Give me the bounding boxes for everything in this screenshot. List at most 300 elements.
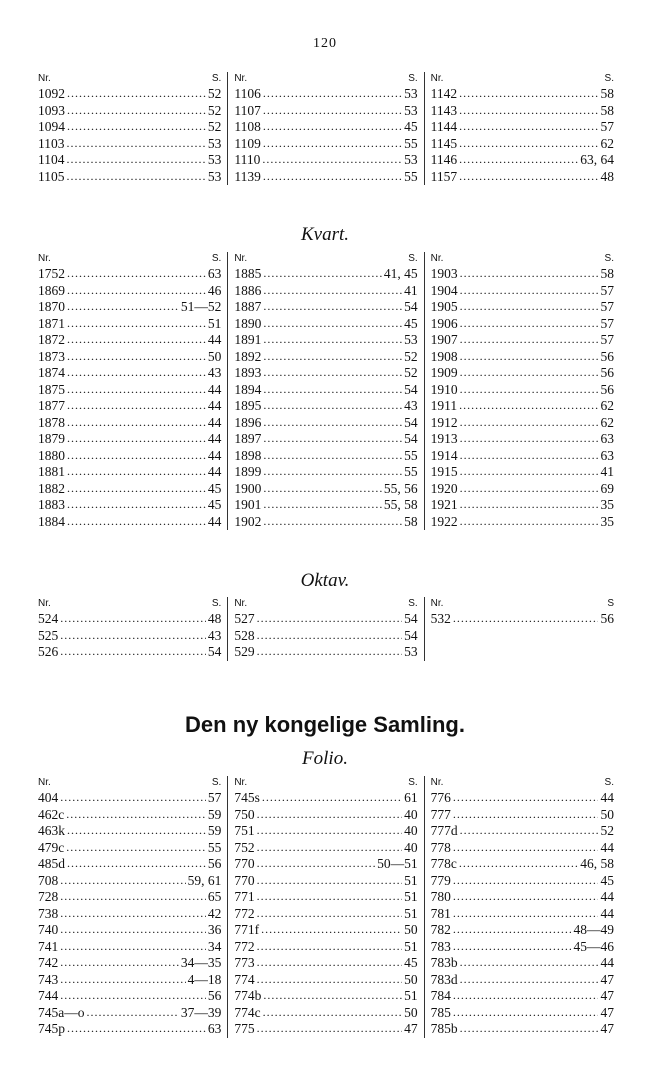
index-entry xyxy=(431,481,614,498)
dot-leader xyxy=(453,889,599,906)
entry-number: 775 xyxy=(234,1021,255,1036)
index-entry xyxy=(234,464,417,481)
index-entry xyxy=(431,514,614,531)
entry-page: 53 xyxy=(207,152,222,167)
dot-leader xyxy=(67,481,206,498)
dot-leader xyxy=(262,152,402,169)
index-column xyxy=(424,252,614,530)
dot-leader xyxy=(67,152,206,169)
index-column xyxy=(424,776,614,1038)
dot-leader xyxy=(67,856,206,873)
entry-page: 53 xyxy=(404,332,418,347)
entry-number: 528 xyxy=(234,627,255,643)
entry-page: 58 xyxy=(600,266,614,281)
index-entry xyxy=(38,464,221,481)
header-nr: Nr. xyxy=(430,598,444,609)
dot-leader xyxy=(460,316,599,333)
entry-page: 40 xyxy=(404,806,418,822)
index-entry xyxy=(38,86,221,103)
entry-number: 1905 xyxy=(430,299,458,314)
entry-number: 1880 xyxy=(38,447,65,463)
column-header xyxy=(38,597,221,611)
dot-leader xyxy=(263,365,402,382)
index-entry xyxy=(234,415,417,432)
index-entry xyxy=(38,316,221,333)
dot-leader xyxy=(263,988,402,1005)
dot-leader xyxy=(453,939,572,956)
dot-leader xyxy=(60,955,179,972)
entry-number: 1899 xyxy=(234,464,262,479)
entry-number: 782 xyxy=(430,922,451,937)
entry-number: 529 xyxy=(234,644,255,659)
entry-page: 54 xyxy=(404,627,418,643)
entry-page: 52 xyxy=(404,348,418,364)
entry-page: 43 xyxy=(207,365,222,380)
entry-page: 51—52 xyxy=(180,299,222,314)
entry-number: 1912 xyxy=(430,414,458,430)
entry-number: 1104 xyxy=(38,152,65,167)
dot-leader xyxy=(263,169,402,186)
entry-number: 1871 xyxy=(38,315,65,331)
entry-number: 785 xyxy=(430,1004,451,1020)
header-s: S. xyxy=(604,253,614,264)
entry-number: 1911 xyxy=(430,398,458,413)
entry-number: 751 xyxy=(234,823,255,838)
index-entry xyxy=(234,856,417,873)
index-entry xyxy=(38,988,221,1005)
entry-number: 743 xyxy=(38,971,59,987)
entry-page: 51 xyxy=(404,872,418,888)
dot-leader xyxy=(261,922,402,939)
index-entry xyxy=(234,349,417,366)
entry-page: 55, 56 xyxy=(383,480,418,496)
entry-number: 777 xyxy=(430,806,451,822)
index-entry xyxy=(38,481,221,498)
kvart-index-table xyxy=(38,252,614,530)
entry-number: 741 xyxy=(38,938,59,954)
entry-number: 1915 xyxy=(430,464,458,479)
entry-page: 46 xyxy=(207,282,222,298)
entry-number: 1921 xyxy=(430,497,458,512)
dot-leader xyxy=(460,415,599,432)
entry-page: 44 xyxy=(600,790,614,805)
index-entry xyxy=(234,266,417,283)
entry-number: 1094 xyxy=(38,119,65,134)
dot-leader xyxy=(60,988,206,1005)
index-entry xyxy=(431,152,614,169)
dot-leader xyxy=(460,972,599,989)
entry-page: 51 xyxy=(207,315,222,331)
entry-number: 1903 xyxy=(430,266,458,281)
index-entry xyxy=(431,448,614,465)
index-entry xyxy=(431,955,614,972)
dot-leader xyxy=(257,644,403,661)
entry-number: 1884 xyxy=(38,513,65,529)
dot-leader xyxy=(460,332,599,349)
entry-number: 1891 xyxy=(234,332,262,347)
entry-number: 776 xyxy=(430,790,451,805)
index-entry xyxy=(234,644,417,661)
index-entry xyxy=(234,316,417,333)
header-nr: Nr. xyxy=(430,253,444,264)
column-header xyxy=(431,252,614,266)
dot-leader xyxy=(453,840,599,857)
index-entry xyxy=(431,922,614,939)
entry-number: 771 xyxy=(234,889,255,904)
entry-number: 479c xyxy=(38,839,65,855)
entry-page: 54 xyxy=(207,644,222,659)
index-entry xyxy=(234,152,417,169)
dot-leader xyxy=(67,332,206,349)
dot-leader xyxy=(460,266,599,283)
entry-page: 44 xyxy=(600,905,614,921)
header-nr: Nr. xyxy=(234,777,248,788)
entry-page: 44 xyxy=(207,447,222,463)
dot-leader xyxy=(60,611,206,628)
entry-page: 34 xyxy=(207,938,222,954)
collection-heading: Den ny kongelige Samling. xyxy=(185,712,465,737)
index-entry xyxy=(38,497,221,514)
entry-number: 1092 xyxy=(38,86,65,101)
index-entry xyxy=(431,939,614,956)
entry-number: 525 xyxy=(38,627,59,643)
dot-leader xyxy=(67,431,206,448)
index-entry xyxy=(38,382,221,399)
entry-number: 1904 xyxy=(430,282,458,298)
dot-leader xyxy=(257,972,403,989)
entry-page: 62 xyxy=(600,414,614,430)
entry-number: 526 xyxy=(38,644,59,659)
index-entry xyxy=(38,1005,221,1022)
untitled-index-table xyxy=(38,72,614,185)
entry-page: 53 xyxy=(207,135,222,151)
index-entry xyxy=(38,1021,221,1038)
entry-page: 55 xyxy=(404,168,418,184)
dot-leader xyxy=(263,266,382,283)
entry-page: 35 xyxy=(600,513,614,529)
entry-number: 485d xyxy=(38,856,65,871)
index-entry xyxy=(38,349,221,366)
dot-leader xyxy=(67,514,206,531)
index-entry xyxy=(431,972,614,989)
entry-page: 59 xyxy=(207,823,222,838)
entry-number: 1913 xyxy=(430,431,458,446)
dot-leader xyxy=(460,299,599,316)
entry-number: 770 xyxy=(234,856,255,871)
dot-leader xyxy=(263,464,402,481)
entry-number: 772 xyxy=(234,905,255,921)
entry-number: 1907 xyxy=(430,332,458,347)
entry-page: 40 xyxy=(404,839,418,855)
dot-leader xyxy=(67,415,206,432)
index-entry xyxy=(38,136,221,153)
dot-leader xyxy=(60,922,206,939)
index-entry xyxy=(234,448,417,465)
column-header xyxy=(431,776,614,790)
dot-leader xyxy=(60,628,206,645)
entry-page: 45 xyxy=(404,955,418,970)
entry-page: 47 xyxy=(600,971,614,987)
index-column xyxy=(227,597,423,661)
header-nr: Nr. xyxy=(234,253,248,264)
header-nr: Nr. xyxy=(234,598,248,609)
entry-page: 52 xyxy=(207,119,222,134)
column-header xyxy=(234,252,417,266)
entry-number: 1902 xyxy=(234,513,262,529)
header-nr: Nr. xyxy=(234,73,248,84)
dot-leader xyxy=(257,873,403,890)
entry-page: 54 xyxy=(404,299,418,314)
dot-leader xyxy=(460,481,599,498)
entry-number: 771f xyxy=(234,922,260,937)
entry-number: 1875 xyxy=(38,381,65,397)
index-entry xyxy=(234,790,417,807)
oktav-section-title: Oktav. xyxy=(300,570,350,591)
header-nr: Nr. xyxy=(38,73,51,84)
entry-number: 1108 xyxy=(234,119,261,134)
column-header xyxy=(38,776,221,790)
dot-leader xyxy=(263,1005,403,1022)
index-entry xyxy=(431,398,614,415)
entry-number: 1890 xyxy=(234,315,262,331)
entry-number: 1914 xyxy=(430,447,458,463)
index-entry xyxy=(431,807,614,824)
entry-number: 1900 xyxy=(234,480,262,496)
dot-leader xyxy=(67,382,206,399)
dot-leader xyxy=(67,497,206,514)
index-entry xyxy=(38,398,221,415)
index-column xyxy=(227,72,423,185)
index-entry xyxy=(38,889,221,906)
entry-page: 56 xyxy=(600,348,614,364)
index-entry xyxy=(234,628,417,645)
index-entry xyxy=(234,332,417,349)
index-entry xyxy=(38,939,221,956)
index-entry xyxy=(38,448,221,465)
index-entry xyxy=(431,382,614,399)
dot-leader xyxy=(67,119,206,136)
entry-page: 53 xyxy=(404,644,418,659)
entry-number: 1882 xyxy=(38,480,65,496)
entry-number: 1892 xyxy=(234,348,262,364)
entry-page: 69 xyxy=(600,480,614,496)
dot-leader xyxy=(67,136,206,153)
entry-number: 781 xyxy=(430,905,451,921)
dot-leader xyxy=(263,299,402,316)
entry-page: 55 xyxy=(404,447,418,463)
index-column xyxy=(424,72,614,185)
column-header xyxy=(38,252,221,266)
dot-leader xyxy=(459,169,598,186)
dot-leader xyxy=(263,136,402,153)
index-entry xyxy=(431,1021,614,1038)
column-header xyxy=(234,597,417,611)
index-entry xyxy=(234,873,417,890)
index-entry xyxy=(431,988,614,1005)
index-entry xyxy=(38,169,221,186)
entry-number: 778c xyxy=(430,856,457,871)
entry-number: 774b xyxy=(234,988,262,1003)
entry-number: 1146 xyxy=(430,152,458,167)
entry-page: 58 xyxy=(600,86,614,101)
entry-number: 1103 xyxy=(38,135,65,151)
dot-leader xyxy=(257,1021,403,1038)
entry-number: 708 xyxy=(38,872,59,888)
entry-number: 745p xyxy=(38,1021,65,1036)
folio-index-table xyxy=(38,776,614,1038)
entry-page: 35 xyxy=(600,497,614,512)
dot-leader xyxy=(67,299,179,316)
index-entry xyxy=(38,299,221,316)
entry-number: 1922 xyxy=(430,513,458,529)
entry-page: 54 xyxy=(404,431,418,446)
page-number: 120 xyxy=(313,36,337,51)
dot-leader xyxy=(257,628,403,645)
index-entry xyxy=(38,856,221,873)
index-entry xyxy=(38,972,221,989)
header-s: S. xyxy=(211,598,222,609)
index-entry xyxy=(431,889,614,906)
dot-leader xyxy=(263,316,402,333)
dot-leader xyxy=(460,431,599,448)
index-entry xyxy=(431,316,614,333)
index-entry xyxy=(38,431,221,448)
entry-page: 42 xyxy=(207,905,222,921)
entry-page: 63 xyxy=(600,431,614,446)
dot-leader xyxy=(459,152,578,169)
entry-page: 65 xyxy=(207,889,222,904)
dot-leader xyxy=(263,448,402,465)
entry-page: 57 xyxy=(600,299,614,314)
header-nr: Nr. xyxy=(38,777,51,788)
entry-page: 50—51 xyxy=(377,856,418,871)
index-entry xyxy=(38,415,221,432)
dot-leader xyxy=(257,611,403,628)
column-header xyxy=(431,597,614,611)
entry-number: 1885 xyxy=(234,266,262,281)
entry-number: 1869 xyxy=(38,282,65,298)
entry-page: 52 xyxy=(207,86,222,101)
dot-leader xyxy=(453,807,599,824)
entry-number: 777d xyxy=(430,823,458,838)
entry-number: 728 xyxy=(38,889,59,904)
index-entry xyxy=(431,299,614,316)
entry-number: 1901 xyxy=(234,497,262,512)
entry-page: 44 xyxy=(207,513,222,529)
dot-leader xyxy=(87,1005,179,1022)
header-s: S. xyxy=(211,253,222,264)
entry-number: 780 xyxy=(430,889,451,904)
entry-number: 783 xyxy=(430,938,451,954)
entry-number: 1144 xyxy=(430,119,458,134)
entry-page: 57 xyxy=(600,315,614,331)
entry-number: 1145 xyxy=(430,135,458,151)
index-entry xyxy=(234,382,417,399)
entry-number: 1873 xyxy=(38,348,65,364)
entry-page: 44 xyxy=(207,381,222,397)
index-entry xyxy=(234,169,417,186)
dot-leader xyxy=(257,906,403,923)
dot-leader xyxy=(460,1021,599,1038)
entry-number: 1897 xyxy=(234,431,262,446)
header-s: S. xyxy=(604,777,614,788)
entry-number: 742 xyxy=(38,955,59,970)
entry-number: 1896 xyxy=(234,414,262,430)
index-entry xyxy=(234,103,417,120)
index-entry xyxy=(431,790,614,807)
dot-leader xyxy=(257,840,403,857)
dot-leader xyxy=(459,398,598,415)
dot-leader xyxy=(67,823,206,840)
index-entry xyxy=(234,365,417,382)
entry-page: 56 xyxy=(600,611,614,626)
index-entry xyxy=(234,823,417,840)
index-entry xyxy=(234,955,417,972)
dot-leader xyxy=(263,332,402,349)
dot-leader xyxy=(60,906,206,923)
entry-page: 47 xyxy=(600,1004,614,1020)
dot-leader xyxy=(60,972,185,989)
index-entry xyxy=(234,1021,417,1038)
index-entry xyxy=(234,136,417,153)
folio-section-title: Folio. xyxy=(302,748,348,769)
dot-leader xyxy=(67,365,206,382)
entry-page: 45—46 xyxy=(573,938,614,954)
entry-page: 41 xyxy=(404,282,418,298)
entry-page: 56 xyxy=(600,365,614,380)
entry-page: 59 xyxy=(207,806,222,822)
entry-page: 56 xyxy=(207,988,222,1003)
index-entry xyxy=(234,840,417,857)
entry-number: 1872 xyxy=(38,332,65,347)
entry-page: 44 xyxy=(207,431,222,446)
header-s: S. xyxy=(408,73,418,84)
entry-number: 744 xyxy=(38,988,59,1003)
entry-number: 1906 xyxy=(430,315,458,331)
index-entry xyxy=(234,514,417,531)
index-entry xyxy=(234,922,417,939)
dot-leader xyxy=(257,823,403,840)
index-entry xyxy=(431,497,614,514)
dot-leader xyxy=(257,939,403,956)
entry-page: 54 xyxy=(404,414,418,430)
entry-number: 774c xyxy=(234,1004,261,1020)
entry-number: 783d xyxy=(430,971,458,987)
entry-page: 51 xyxy=(404,938,418,954)
index-entry xyxy=(234,939,417,956)
index-entry xyxy=(38,332,221,349)
dot-leader xyxy=(453,906,599,923)
entry-page: 50 xyxy=(404,922,418,937)
dot-leader xyxy=(60,939,206,956)
entry-page: 50 xyxy=(404,971,418,987)
entry-page: 62 xyxy=(600,398,614,413)
index-entry xyxy=(234,807,417,824)
dot-leader xyxy=(460,448,599,465)
entry-page: 61 xyxy=(404,790,418,805)
entry-page: 57 xyxy=(207,790,222,805)
dot-leader xyxy=(460,823,599,840)
entry-page: 55, 58 xyxy=(383,497,418,512)
entry-page: 57 xyxy=(600,332,614,347)
entry-page: 56 xyxy=(600,381,614,397)
dot-leader xyxy=(460,365,599,382)
entry-page: 37—39 xyxy=(180,1004,222,1020)
entry-number: 532 xyxy=(430,611,451,626)
dot-leader xyxy=(263,481,382,498)
entry-page: 44 xyxy=(600,889,614,904)
index-entry xyxy=(38,119,221,136)
